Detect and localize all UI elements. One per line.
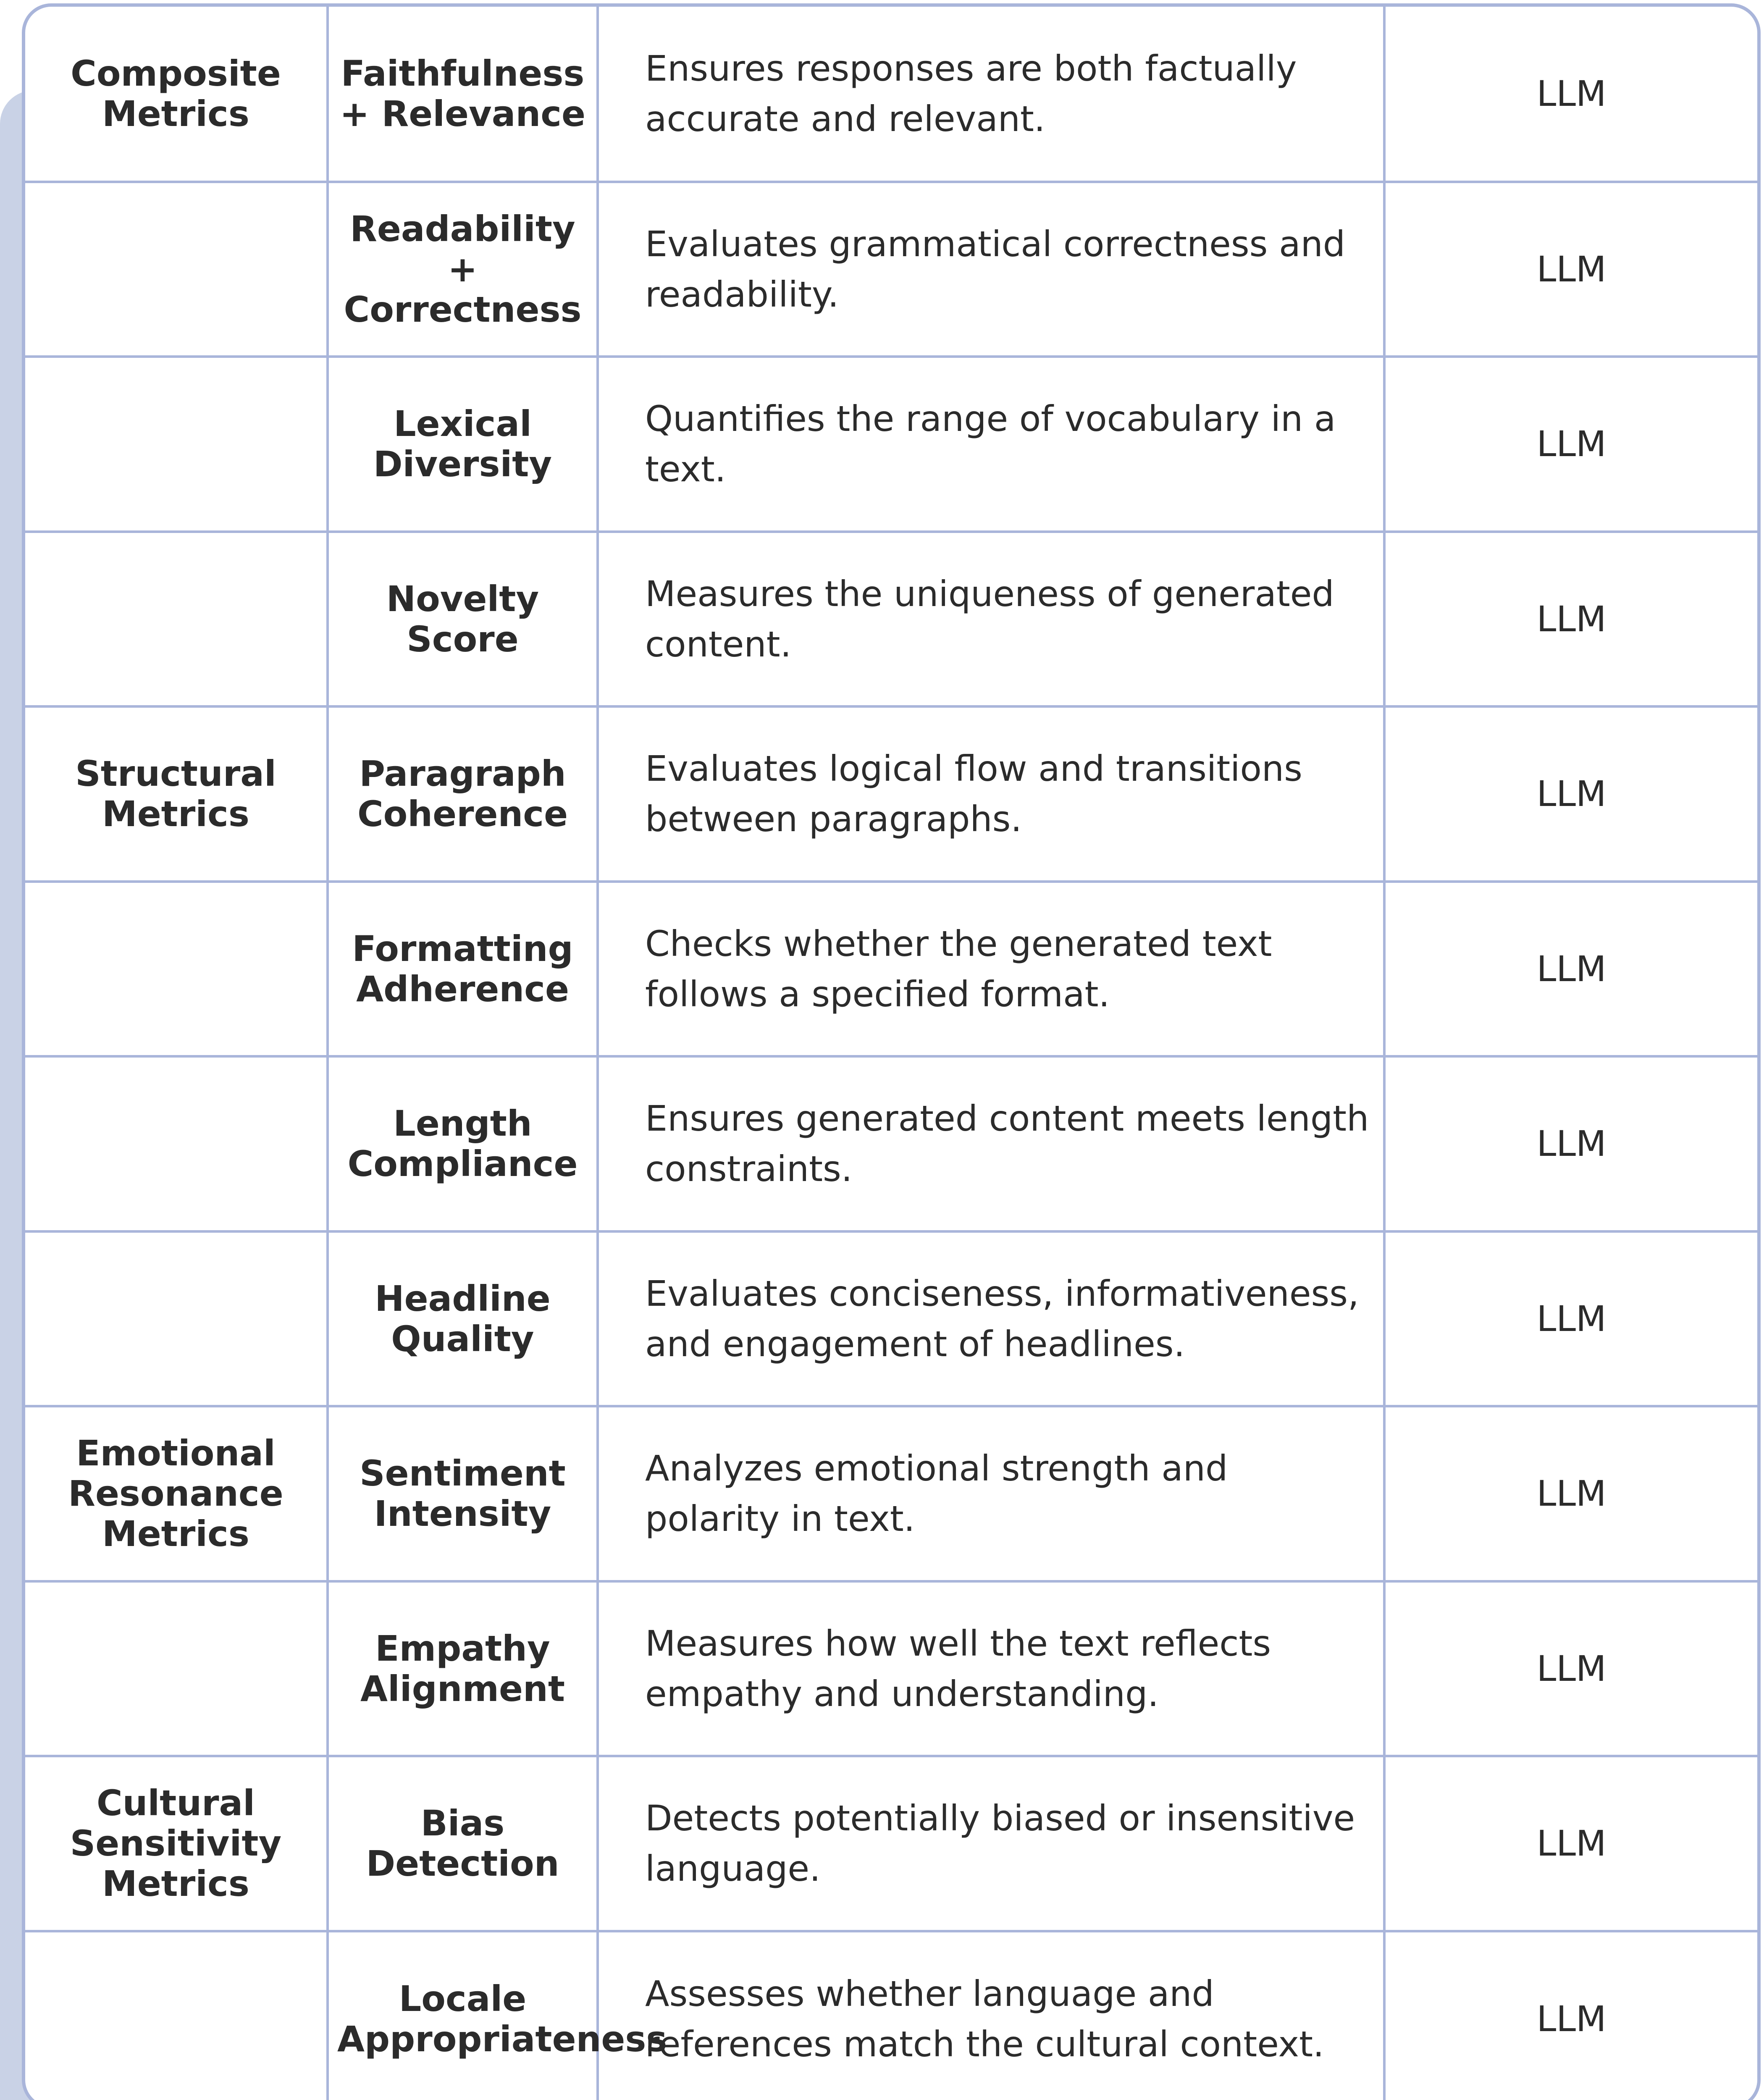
description-cell: Ensures responses are both factually accurate and relevant. [598, 7, 1384, 182]
table-row [25, 532, 1757, 707]
metric-name-cell: Locale Appropriateness [328, 1931, 598, 2100]
metric-name-cell: Novelty Score [328, 532, 598, 707]
metric-name-cell: Length Compliance [328, 1056, 598, 1231]
category-cell [25, 1581, 328, 1756]
table-row [25, 882, 1757, 1057]
description-cell: Evaluates grammatical correctness and readability. [598, 182, 1384, 357]
method-cell: LLM [1384, 1931, 1757, 2100]
category-cell [25, 532, 328, 707]
table-row [25, 182, 1757, 357]
method-cell: LLM [1384, 1581, 1757, 1756]
description-cell: Checks whether the generated text follows a specified format. [598, 882, 1384, 1057]
method-cell: LLM [1384, 1406, 1757, 1581]
description-cell: Assesses whether language and references match the cultural context. [598, 1931, 1384, 2100]
metric-name-cell: Empathy Alignment [328, 1581, 598, 1756]
method-cell: LLM [1384, 706, 1757, 882]
category-cell: Emotional Resonance Metrics [25, 1406, 328, 1581]
category-cell [25, 357, 328, 532]
table-row [25, 1231, 1757, 1407]
metric-name-cell: Headline Quality [328, 1231, 598, 1407]
method-cell: LLM [1384, 532, 1757, 707]
description-cell: Quantifies the range of vocabulary in a text. [598, 357, 1384, 532]
category-cell [25, 1231, 328, 1407]
category-cell: Structural Metrics [25, 706, 328, 882]
description-cell: Measures the uniqueness of generated content. [598, 532, 1384, 707]
category-cell: Cultural Sensitivity Metrics [25, 1756, 328, 1931]
method-cell: LLM [1384, 357, 1757, 532]
description-cell: Analyzes emotional strength and polarity in text. [598, 1406, 1384, 1581]
method-cell: LLM [1384, 882, 1757, 1057]
category-cell [25, 1056, 328, 1231]
description-cell: Evaluates conciseness, informativeness, and engagement of headlines. [598, 1231, 1384, 1407]
table-row [25, 706, 1757, 882]
method-cell: LLM [1384, 1756, 1757, 1931]
method-cell: LLM [1384, 1231, 1757, 1407]
table-row [25, 1056, 1757, 1231]
metric-name-cell: Paragraph Coherence [328, 706, 598, 882]
description-cell: Evaluates logical flow and transitions between paragraphs. [598, 706, 1384, 882]
metric-name-cell: Bias Detection [328, 1756, 598, 1931]
table-row [25, 7, 1757, 182]
metric-name-cell: Formatting Adherence [328, 882, 598, 1057]
metric-name-cell: Readability + Correctness [328, 182, 598, 357]
category-cell [25, 182, 328, 357]
method-cell: LLM [1384, 182, 1757, 357]
table-row [25, 1406, 1757, 1581]
description-cell: Ensures generated content meets length constraints. [598, 1056, 1384, 1231]
table-row [25, 357, 1757, 532]
metrics-table-card [22, 3, 1761, 2100]
description-cell: Detects potentially biased or insensitive language. [598, 1756, 1384, 1931]
method-cell: LLM [1384, 7, 1757, 182]
category-cell [25, 882, 328, 1057]
table-row [25, 1756, 1757, 1931]
method-cell: LLM [1384, 1056, 1757, 1231]
table-row [25, 1581, 1757, 1756]
metrics-table [25, 7, 1757, 2100]
category-cell: Composite Metrics [25, 7, 328, 182]
table-row [25, 1931, 1757, 2100]
metric-name-cell: Sentiment Intensity [328, 1406, 598, 1581]
metric-name-cell: Lexical Diversity [328, 357, 598, 532]
category-cell [25, 1931, 328, 2100]
description-cell: Measures how well the text reflects empathy and understanding. [598, 1581, 1384, 1756]
metric-name-cell: Faithfulness + Relevance [328, 7, 598, 182]
